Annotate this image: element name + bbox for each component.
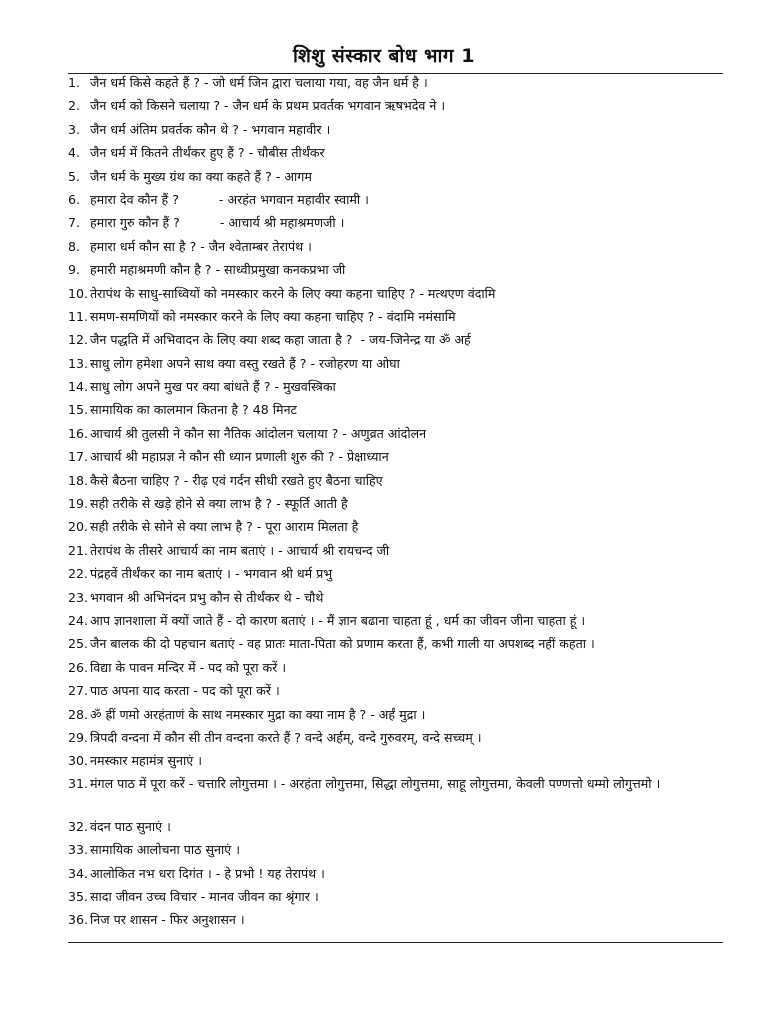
question-text: सही तरीके से खड़े होने से क्या लाभ है ? - स्फूर्ति आती है: [90, 496, 348, 512]
question-item: [0, 726, 768, 749]
question-text: जैन धर्म को किसने चलाया ? - जैन धर्म के प्रथम प्रवर्तक भगवान ऋषभदेव ने ।: [90, 98, 446, 114]
question-number: 30.: [68, 753, 89, 769]
question-number: 32.: [68, 818, 89, 834]
question-number: 36.: [68, 912, 89, 928]
question-item: [0, 562, 768, 585]
question-number: 3.: [68, 121, 81, 137]
question-number: 35.: [68, 888, 89, 904]
question-item: [0, 885, 768, 908]
question-number: 10.: [68, 285, 89, 301]
question-text: साधु लोग अपने मुख पर क्या बांधते हैं ? - मुखवस्त्रिका: [90, 379, 336, 395]
question-text: विद्या के पावन मन्दिर में - पद को पूरा करें ।: [90, 659, 287, 675]
question-list: [0, 71, 768, 932]
question-text: भगवान श्री अभिनंदन प्रभु कौन से तीर्थंकर थे - चौथे: [90, 589, 324, 605]
question-item: [0, 71, 768, 94]
question-number: 27.: [68, 683, 89, 699]
question-item: [0, 838, 768, 861]
question-item: [0, 375, 768, 398]
question-text: जैन धर्म के मुख्य ग्रंथ का क्या कहते हैं ? - आगम: [90, 168, 312, 184]
question-number: 29.: [68, 729, 89, 745]
question-number: 9.: [68, 262, 81, 278]
question-text: हमारा गुरु कौन हैं ? - आचार्य श्री महाश्रमणजी ।: [90, 215, 345, 231]
question-number: 15.: [68, 402, 89, 418]
question-number: 1.: [68, 75, 81, 90]
question-text: तेरापंथ के साधु-साध्वियों को नमस्कार करने के लिए क्या कहना चाहिए ? - मत्थएण वंदामि: [90, 285, 496, 301]
question-item: [0, 328, 768, 351]
question-text: आप ज्ञानशाला में क्यों जाते हैं - दो कारण बताएं । - मैं ज्ञान बढाना चाहता हूं , धर्म का जीवन जीना चाहता हूं ।: [90, 612, 586, 628]
question-text: वंदन पाठ सुनाएं ।: [90, 818, 171, 834]
question-text: साधु लोग हमेशा अपने साथ क्या वस्तु रखते हैं ? - रजोहरण या ओघा: [90, 355, 400, 371]
question-item: [0, 352, 768, 375]
question-item: [0, 235, 768, 258]
question-number: 11.: [68, 308, 89, 324]
document-title: शिशु संस्कार बोध भाग 1: [293, 45, 475, 67]
question-item: [0, 862, 768, 885]
question-item: [0, 703, 768, 726]
question-text: पाठ अपना याद करता - पद को पूरा करें ।: [90, 683, 280, 699]
question-item: [0, 815, 768, 838]
question-number: 2.: [68, 98, 81, 114]
question-number: 19.: [68, 496, 89, 512]
question-number: 34.: [68, 865, 89, 881]
question-text: जैन धर्म किसे कहते हैं ? - जो धर्म जिन द्वारा चलाया गया, वह जैन धर्म है ।: [90, 75, 428, 90]
question-text: तेरापंथ के तीसरे आचार्य का नाम बताएं । - आचार्य श्री रायचन्द जी: [90, 542, 390, 558]
question-item: [0, 258, 768, 281]
bottom-divider: [68, 942, 723, 943]
question-number: 17.: [68, 449, 89, 465]
question-number: 4.: [68, 145, 81, 161]
question-text: सही तरीके से सोने से क्या लाभ है ? - पूरा आराम मिलता है: [90, 519, 359, 535]
question-item: [0, 94, 768, 117]
question-number: 18.: [68, 472, 89, 488]
question-text: हमारा धर्म कौन सा है ? - जैन श्वेताम्बर तेरापंथ ।: [90, 238, 312, 254]
question-item: [0, 773, 768, 815]
question-item: [0, 445, 768, 468]
question-text: सामायिक आलोचना पाठ सुनाएं ।: [90, 842, 240, 858]
question-item: [0, 749, 768, 772]
question-item: [0, 211, 768, 234]
question-item: [0, 422, 768, 445]
question-item: [0, 282, 768, 305]
question-number: 8.: [68, 238, 81, 254]
question-number: 28.: [68, 706, 89, 722]
question-number: 13.: [68, 355, 89, 371]
question-text: समण-समणियों को नमस्कार करने के लिए क्या कहना चाहिए ? - वंदामि नमंसामि: [90, 308, 456, 324]
question-item: [0, 492, 768, 515]
question-text: जैन बालक की दो पहचान बताएं - वह प्रातः माता-पिता को प्रणाम करता हैं, कभी गाली या अपशब्द नहीं कहता ।: [90, 636, 595, 652]
question-text: आलोकित नभ धरा दिगंत । - हे प्रभो ! यह तेरापंथ ।: [90, 865, 325, 881]
question-number: 16.: [68, 425, 89, 441]
question-item: [0, 398, 768, 421]
question-text: पंद्रहवें तीर्थंकर का नाम बताएं । - भगवान श्री धर्म प्रभु: [90, 566, 333, 582]
question-number: 5.: [68, 168, 81, 184]
question-item: [0, 469, 768, 492]
question-number: 31.: [68, 775, 89, 791]
question-item: [0, 586, 768, 609]
question-text: कैसे बैठना चाहिए ? - रीढ़ एवं गर्दन सीधी रखते हुए बैठना चाहिए: [90, 472, 383, 488]
question-number: 23.: [68, 589, 89, 605]
question-text: सादा जीवन उच्च विचार - मानव जीवन का श्रृंगार ।: [90, 888, 319, 904]
question-item: [0, 515, 768, 538]
question-number: 7.: [68, 215, 81, 231]
question-text: हमारा देव कौन हैं ? - अरहंत भगवान महावीर स्वामी ।: [90, 191, 369, 207]
question-text: मंगल पाठ में पूरा करें - चत्तारि लोगुत्तमा । - अरहंता लोगुत्तमा, सिद्धा लोगुत्तमा, साहू लोगुत्तमा, केवली पण्णत्तो धम्मो लोगुत्तमो ।: [90, 775, 661, 791]
question-item: [0, 165, 768, 188]
question-text: निज पर शासन - फिर अनुशासन ।: [90, 912, 245, 928]
question-text: ॐ ह्रीं णमो अरहंताणं के साथ नमस्कार मुद्रा का क्या नाम है ? - अर्हं मुद्रा ।: [90, 706, 426, 722]
question-number: 26.: [68, 659, 89, 675]
question-number: 14.: [68, 379, 89, 395]
question-text: त्रिपदी वन्दना में कौन सी तीन वन्दना करते हैं ? वन्दे अर्हम्, वन्दे गुरुवरम्, वन्दे सच्चम् ।: [90, 729, 482, 745]
question-number: 25.: [68, 636, 89, 652]
question-text: जैन धर्म अंतिम प्रवर्तक कौन थे ? - भगवान महावीर ।: [90, 121, 331, 137]
question-text: नमस्कार महामंत्र सुनाएं ।: [90, 753, 202, 769]
question-number: 24.: [68, 612, 89, 628]
question-item: [0, 539, 768, 562]
question-item: [0, 632, 768, 655]
question-number: 6.: [68, 191, 81, 207]
question-item: [0, 609, 768, 632]
question-number: 33.: [68, 842, 89, 858]
question-item: [0, 118, 768, 141]
question-item: [0, 908, 768, 931]
question-number: 21.: [68, 542, 89, 558]
question-item: [0, 679, 768, 702]
question-text: जैन पद्धति में अभिवादन के लिए क्या शब्द कहा जाता है ? - जय-जिनेन्द्र या ॐ अर्ह: [90, 332, 471, 348]
question-text: हमारी महाश्रमणी कौन है ? - साध्वीप्रमुखा कनकप्रभा जी: [90, 262, 346, 278]
question-number: 20.: [68, 519, 89, 535]
question-text: आचार्य श्री महाप्रज्ञ ने कौन सी ध्यान प्रणाली शुरु की ? - प्रेक्षाध्यान: [90, 449, 389, 465]
question-item: [0, 141, 768, 164]
question-item: [0, 188, 768, 211]
question-item: [0, 305, 768, 328]
question-text: सामायिक का कालमान कितना है ? 48 मिनट: [90, 402, 297, 418]
question-text: आचार्य श्री तुलसी ने कौन सा नैतिक आंदोलन चलाया ? - अणुव्रत आंदोलन: [90, 425, 427, 441]
question-number: 22.: [68, 566, 89, 582]
question-text: जैन धर्म में कितने तीर्थंकर हुए हैं ? - चौबीस तीर्थंकर: [90, 145, 325, 161]
question-number: 12.: [68, 332, 89, 348]
question-item: [0, 656, 768, 679]
